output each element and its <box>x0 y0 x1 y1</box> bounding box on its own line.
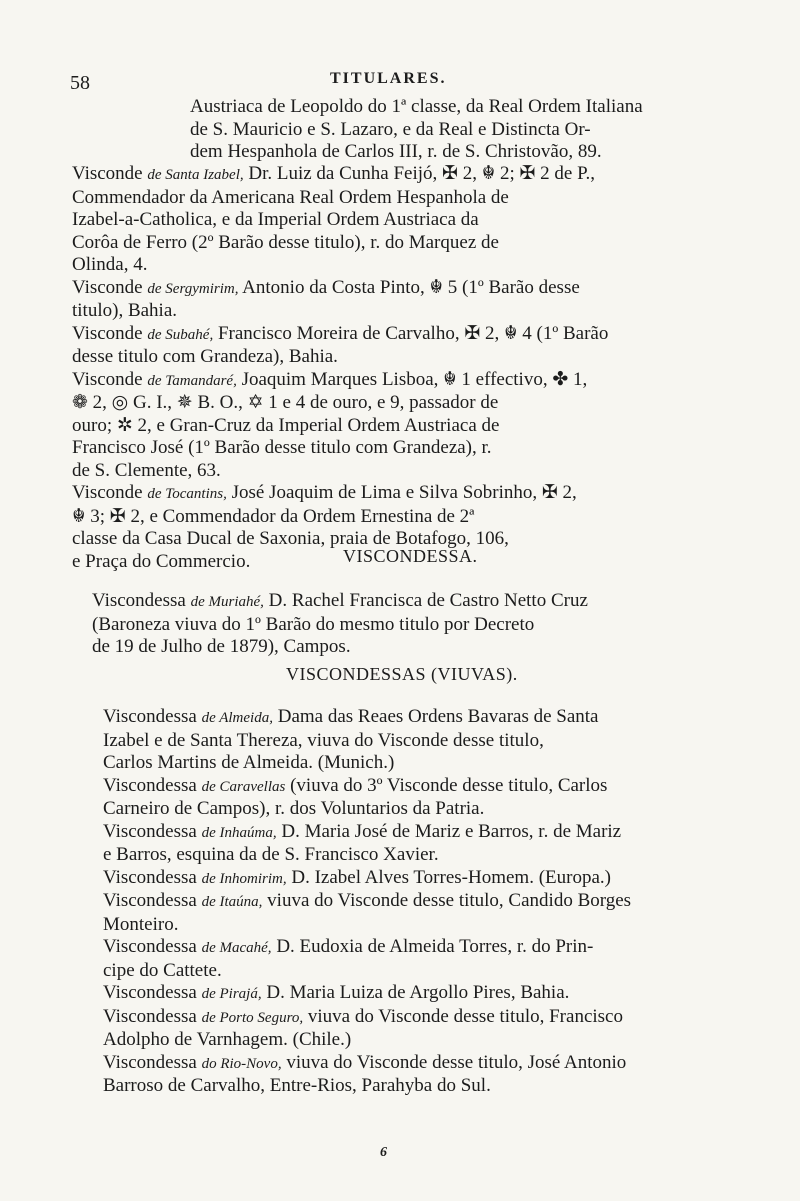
entry-text: Carneiro de Campos), r. dos Voluntarios da Patria. <box>103 798 485 819</box>
text-line: de S. Mauricio e S. Lazaro, e da Real e Distincta Or- <box>190 118 591 140</box>
entry-title: de Santa Izabel, <box>147 167 244 183</box>
entry-title: de Pirajá, <box>201 986 262 1002</box>
entry-text: de S. Clemente, 63. <box>72 459 221 481</box>
entry-label: Visconde <box>72 322 143 344</box>
entry <box>72 163 762 277</box>
entry-first-line <box>72 482 762 506</box>
entry-title: de Sergymirim, <box>147 280 239 297</box>
entry <box>72 277 762 323</box>
entry-label: Viscondessa <box>103 774 197 796</box>
entry-label: Viscondessa <box>103 820 197 842</box>
entry-label: Viscondessa <box>103 982 197 1003</box>
entry-first-line <box>103 820 783 845</box>
entry-title: de Tocantins, <box>147 486 227 502</box>
entry-title: de Inhomirim, <box>201 870 287 887</box>
entry-first-line <box>72 163 762 187</box>
entry-first-line <box>103 774 783 799</box>
entry-text: Monteiro. <box>103 913 179 935</box>
entry <box>72 323 762 369</box>
entry-text: viuva do Visconde desse titulo, José Antonio <box>286 1051 627 1073</box>
entry-text: (Baroneza viuva do 1º Barão do mesmo titulo por Decreto <box>92 613 535 635</box>
entry-text: Olinda, 4. <box>72 254 148 275</box>
entry-first-line <box>103 936 783 960</box>
entry-first-line <box>103 866 783 891</box>
entry-text: D. Maria Luiza de Argollo Pires, Bahia. <box>266 982 570 1003</box>
entry-text: titulo), Bahia. <box>72 300 178 321</box>
text-line: Austriaca de Leopoldo do 1ª classe, da Real Ordem Italiana <box>190 96 643 117</box>
entry-label: Viscondessa <box>103 890 197 911</box>
entry-label: Visconde <box>72 368 143 390</box>
viuvas-list <box>103 706 783 1098</box>
section-heading: VISCONDESSAS (VIUVAS). <box>286 664 518 684</box>
continuation-text <box>190 96 750 164</box>
viscondessa-list <box>92 590 772 659</box>
entry-text: Francisco Moreira de Carvalho, ✠ 2, ☬ 4 (1º Barão <box>217 322 609 344</box>
page-title: TITULARES. <box>330 70 447 87</box>
entry-title: de Subahé, <box>147 326 214 343</box>
entry-text: ouro; ✲ 2, e Gran-Cruz da Imperial Ordem Austriaca de <box>72 414 500 436</box>
entry-first-line <box>103 1051 783 1076</box>
entry-text: viuva do Visconde desse titulo, Francisco <box>307 1005 623 1027</box>
section-heading: VISCONDESSA. <box>343 546 478 566</box>
entry-text: José Joaquim de Lima e Silva Sobrinho, ✠ 2, <box>231 482 577 503</box>
entry-label: Viscondessa <box>103 936 197 957</box>
entry-title: do Rio-Novo, <box>201 1055 282 1072</box>
entry-title: de Almeida, <box>201 710 273 726</box>
entry-first-line <box>72 322 762 347</box>
entry-title: de Muriahé, <box>190 594 264 610</box>
entry-text: Izabel-a-Catholica, e da Imperial Ordem Austriaca da <box>72 209 479 230</box>
entry-text: ☬ 3; ✠ 2, e Commendador da Ordem Ernestina de 2ª <box>72 505 475 527</box>
entry-text: D. Eudoxia de Almeida Torres, r. do Prin- <box>276 936 594 957</box>
entry <box>103 706 783 775</box>
entry-title: de Macahé, <box>201 940 272 956</box>
entry-first-line <box>103 982 783 1006</box>
entry-label: Viscondessa <box>92 590 186 611</box>
entry-first-line <box>72 368 762 393</box>
entry-text: Joaquim Marques Lisboa, ☬ 1 effectivo, ✤ 1, <box>241 368 588 390</box>
entry-label: Viscondessa <box>103 866 197 888</box>
entry-first-line <box>72 276 762 301</box>
text-line: dem Hespanhola de Carlos III, r. de S. Christovão, 89. <box>190 141 602 162</box>
entry-text: e Barros, esquina da de S. Francisco Xavier. <box>103 844 439 865</box>
entry-text: D. Rachel Francisca de Castro Netto Cruz <box>268 590 588 611</box>
entry-title: de Porto Seguro, <box>201 1009 304 1026</box>
entry-text: e Praça do Commercio. <box>72 550 251 572</box>
entry-text: Barroso de Carvalho, Entre-Rios, Parahyba do Sul. <box>103 1075 491 1096</box>
entry <box>103 1006 783 1052</box>
entry <box>92 590 772 659</box>
entry-title: de Tamandaré, <box>147 372 237 389</box>
entry-text: Antonio da Costa Pinto, ☬ 5 (1º Barão desse <box>242 276 580 298</box>
entry-text: Izabel e de Santa Thereza, viuva do Visconde desse titulo, <box>103 729 544 751</box>
entry-text: viuva do Visconde desse titulo, Candido Borges <box>267 890 632 911</box>
entry-text: Adolpho de Varnhagem. (Chile.) <box>103 1029 352 1050</box>
entry-text: classe da Casa Ducal de Saxonia, praia de Botafogo, 106, <box>72 528 509 549</box>
entry-title: de Itaúna, <box>201 894 263 910</box>
entry-label: Visconde <box>72 163 143 184</box>
entry-text: D. Izabel Alves Torres-Homem. (Europa.) <box>291 866 611 888</box>
entry <box>103 775 783 821</box>
entry-text: cipe do Cattete. <box>103 959 222 981</box>
page-number: 58 <box>70 72 90 94</box>
entry-text: Dama das Reaes Ordens Bavaras de Santa <box>277 706 599 727</box>
entry-text: D. Maria José de Mariz e Barros, r. de Mariz <box>281 820 622 842</box>
entry-text: desse titulo com Grandeza), Bahia. <box>72 346 338 367</box>
entry <box>103 821 783 867</box>
entry-label: Viscondessa <box>103 1051 197 1073</box>
entry-label: Viscondessa <box>103 1005 197 1027</box>
entry-first-line <box>103 890 783 914</box>
entry-first-line <box>103 1005 783 1030</box>
entry-text: de 19 de Julho de 1879), Campos. <box>92 636 351 657</box>
entry-text: Commendador da Americana Real Ordem Hespanhola de <box>72 186 509 208</box>
entry <box>72 369 762 483</box>
entry-label: Visconde <box>72 276 143 298</box>
entry-title: de Inhaúma, <box>201 824 277 841</box>
entry-label: Viscondessa <box>103 706 197 727</box>
entry-text: (viuva do 3º Visconde desse titulo, Carlos <box>290 774 608 796</box>
entry <box>103 936 783 982</box>
entry-text: ❁ 2, ◎ G. I., ✵ B. O., ✡ 1 e 4 de ouro, e 9, passador de <box>72 392 499 413</box>
entry-text: Corôa de Ferro (2º Barão desse titulo), r. do Marquez de <box>72 231 499 253</box>
entry <box>103 867 783 891</box>
entry <box>103 890 783 936</box>
entry-text: Carlos Martins de Almeida. (Munich.) <box>103 752 395 773</box>
entry <box>103 1052 783 1098</box>
entry-text: Francisco José (1º Barão desse titulo com Grandeza), r. <box>72 437 492 458</box>
visconde-list <box>72 163 762 573</box>
entry-title: de Caravellas <box>201 778 286 795</box>
entry-text: Dr. Luiz da Cunha Feijó, ✠ 2, ☬ 2; ✠ 2 de P., <box>248 163 596 184</box>
signature-mark: 6 <box>380 1145 387 1160</box>
entry-first-line <box>103 706 783 730</box>
entry <box>103 982 783 1006</box>
entry-first-line <box>92 590 772 614</box>
entry-label: Visconde <box>72 482 143 503</box>
